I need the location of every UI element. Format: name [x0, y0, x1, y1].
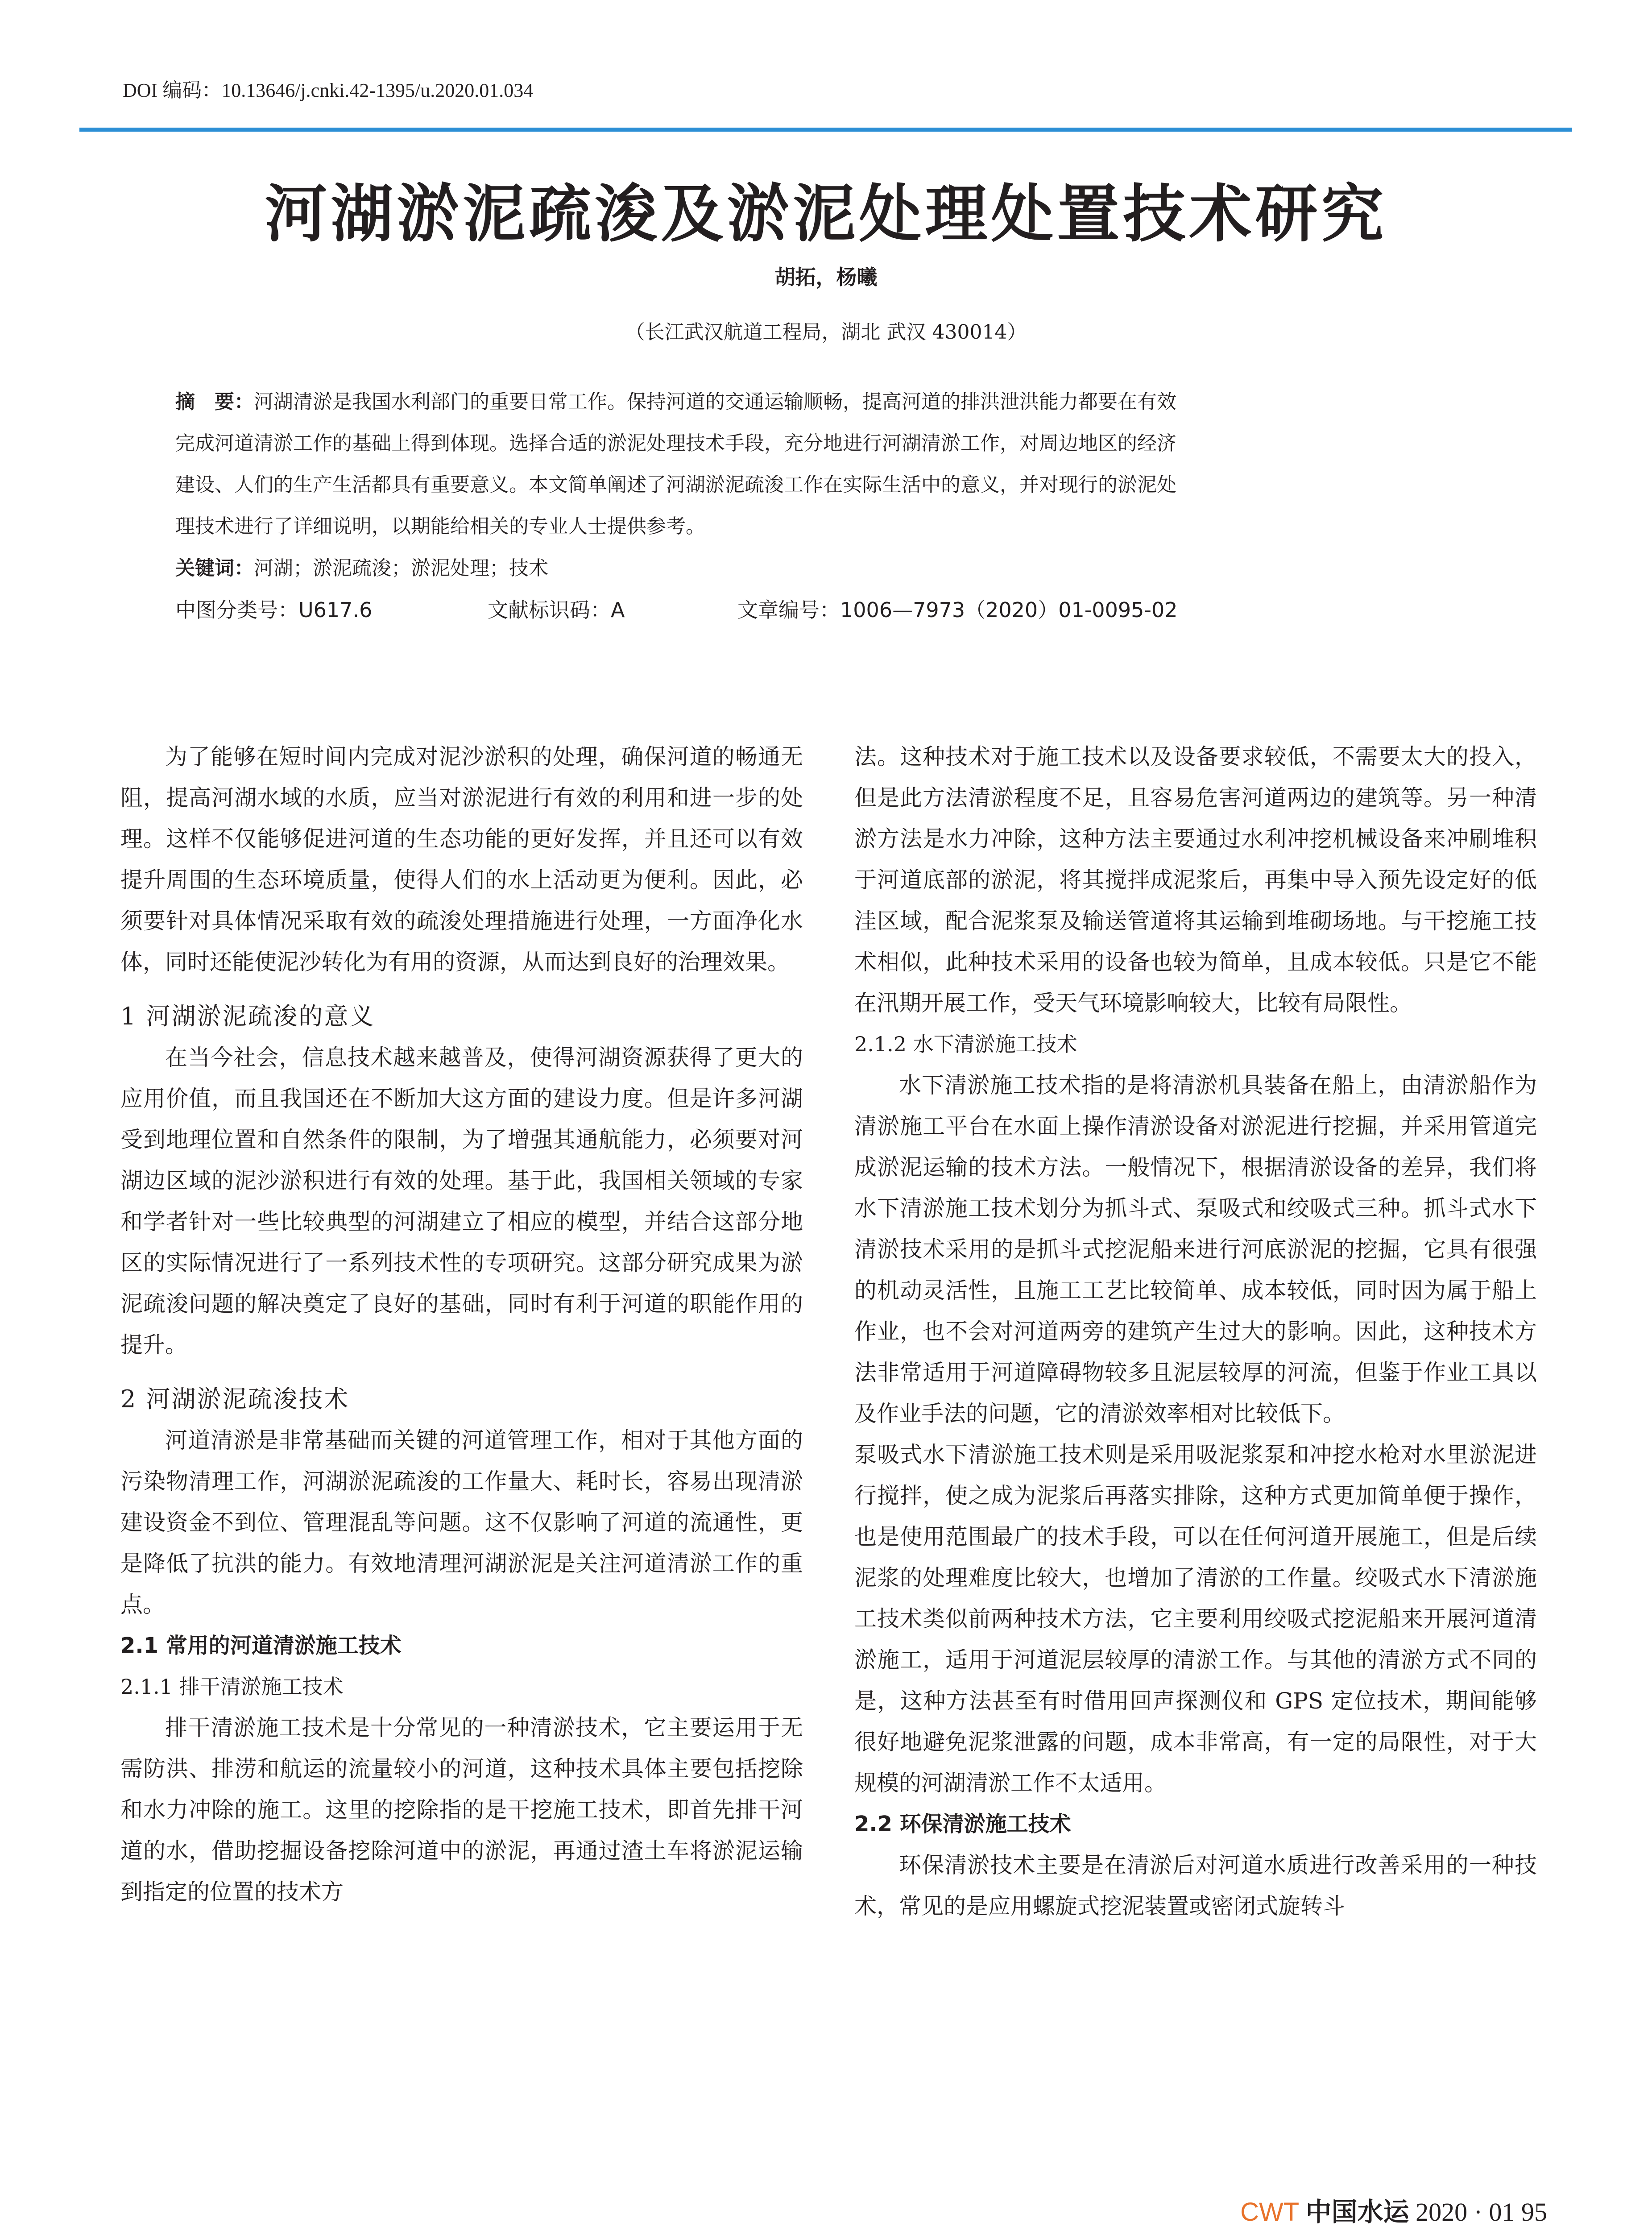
subsection-heading-2-1: 2.1 常用的河道清淤施工技术 — [120, 1633, 402, 1658]
paragraph-continued: 法。这种技术对于施工技术以及设备要求较低，不需要太大的投入，但是此方法清淤程度不足，且容易危害河道两边的建筑等。另一种清淤方法是水力冲除，这种方法主要通过水利冲挖机械设备来冲刷堆积于河道底部的淤泥，将其搅拌成泥浆后，再集中导入预先设定好的低洼区域，配合泥浆泵及输送管道将其运输到堆砌场地。与干挖施工技术相似，此种技术采用的设备也较为简单，且成本较低。只是它不能在汛期开展工作，受天气环境影响较大，比较有局限性。 — [854, 744, 1537, 1016]
subsection-heading-2-2: 2.2 环保清淤施工技术 — [854, 1812, 1071, 1837]
paragraph: 河道清淤是非常基础而关键的河道管理工作，相对于其他方面的污染物清理工作，河湖淤泥疏浚的工作量大、耗时长，容易出现清淤建设资金不到位、管理混乱等问题。这不仅影响了河道的流通性，更是降低了抗洪的能力。有效地清理河湖淤泥是关注河道清淤工作的重点。 — [120, 1427, 803, 1617]
keywords-text: 河湖；淤泥疏浚；淤泥处理；技术 — [254, 557, 548, 580]
abstract-line-2: 完成河道清淤工作的基础上得到体现。选择合适的淤泥处理技术手段，充分地进行河湖清淤工作，对周边地区的经济 — [175, 432, 1176, 455]
magazine-name: 中国水运 — [1305, 2197, 1409, 2227]
clc-number: 中图分类号：U617.6 — [175, 598, 373, 622]
keywords-label: 关键词： — [175, 557, 254, 580]
section-heading-2: 2 河湖淤泥疏浚技术 — [120, 1385, 350, 1413]
classification-line — [175, 594, 1178, 623]
abstract-line-3: 建设、人们的生产生活都具有重要意义。本文简单阐述了河湖淤泥疏浚工作在实际生活中的意义，并对现行的淤泥处 — [175, 473, 1176, 496]
paragraph: 泵吸式水下清淤施工技术则是采用吸泥浆泵和冲挖水枪对水里淤泥进行搅拌，使之成为泥浆后再落实排除，这种方式更加简单便于操作，也是使用范围最广的技术手段，可以在任何河道开展施工，但是后续泥浆的处理难度比较大，也增加了清淤的工作量。绞吸式水下清淤施工技术类似前两种技术方法，它主要利用绞吸式挖泥船来开展河道清淤施工，适用于河道泥层较厚的清淤工作。与其他的清淤方式不同的是，这种方法甚至有时借用回声探测仪和 GPS 定位技术，期间能够很好地避免泥浆泄露的问题，成本非常高，有一定的局限性，对于大规模的河湖清淤工作不太适用。 — [854, 1442, 1537, 1796]
column-left — [120, 736, 803, 1912]
intro-paragraph: 为了能够在短时间内完成对泥沙淤积的处理，确保河道的畅通无阻，提高河湖水域的水质，应当对淤泥进行有效的利用和进一步的处理。这样不仅能够促进河道的生态功能的更好发挥，并且还可以有效提升周围的生态环境质量，使得人们的水上活动更为便利。因此，必须要针对具体情况采取有效的疏浚处理措施进行处理，一方面净化水体，同时还能使泥沙转化为有用的资源，从而达到良好的治理效果。 — [120, 744, 803, 975]
article-number: 文章编号：1006—7973（2020）01-0095-02 — [737, 598, 1178, 622]
header-rule — [79, 128, 1572, 132]
keywords-line — [175, 552, 548, 581]
paragraph: 水下清淤施工技术指的是将清淤机具装备在船上，由清淤船作为清淤施工平台在水面上操作清淤设备对淤泥进行挖掘，并采用管道完成淤泥运输的技术方法。一般情况下，根据清淤设备的差异，我们将水下清淤施工技术划分为抓斗式、泵吸式和绞吸式三种。抓斗式水下清淤技术采用的是抓斗式挖泥船来进行河底淤泥的挖掘，它具有很强的机动灵活性，且施工工艺比较简单、成本较低，同时因为属于船上作业，也不会对河道两旁的建筑产生过大的影响。因此，这种技术方法非常适用于河道障碍物较多且泥层较厚的河流，但鉴于作业工具以及作业手法的问题，它的清淤效率相对比较低下。 — [854, 1072, 1537, 1427]
paragraph: 排干清淤施工技术是十分常见的一种清淤技术，它主要运用于无需防洪、排涝和航运的流量较小的河道，这种技术具体主要包括挖除和水力冲除的施工。这里的挖除指的是干挖施工技术，即首先排干河道的水，借助挖掘设备挖除河道中的淤泥，再通过渣土车将淤泥运输到指定的位置的技术方 — [120, 1715, 803, 1905]
subsubsection-heading-2-1-2: 2.1.2 水下清淤施工技术 — [854, 1032, 1077, 1056]
document-code: 文献标识码：A — [488, 598, 625, 622]
paragraph: 环保清淤技术主要是在清淤后对河道水质进行改善采用的一种技术，常见的是应用螺旋式挖泥装置或密闭式旋转斗 — [854, 1852, 1537, 1919]
subsubsection-heading-2-1-1: 2.1.1 排干清淤施工技术 — [120, 1675, 344, 1699]
doi-line: DOI 编码：10.13646/j.cnki.42-1395/u.2020.01.034 — [123, 79, 534, 101]
authors: 胡拓，杨曦 — [774, 265, 878, 289]
paper-title: 河湖淤泥疏浚及淤泥处理处置技术研究 — [265, 178, 1387, 251]
cwt-logo-text: CWT — [1240, 2198, 1300, 2227]
affiliation: （长江武汉航道工程局，湖北 武汉 430014） — [625, 321, 1027, 344]
issue-number: 2020 · 01 — [1416, 2198, 1515, 2227]
abstract-line-4: 理技术进行了详细说明，以期能给相关的专业人士提供参考。 — [175, 515, 705, 538]
page-footer — [1240, 2191, 1547, 2228]
abstract-line-1: 摘 要：河湖清淤是我国水利部门的重要日常工作。保持河道的交通运输顺畅，提高河道的排洪泄洪能力都要在有效 — [175, 390, 1176, 413]
page-number: 95 — [1521, 2198, 1547, 2227]
section-heading-1: 1 河湖淤泥疏浚的意义 — [120, 1002, 375, 1030]
abstract-label: 摘 要： — [175, 390, 254, 413]
column-right — [854, 736, 1537, 1927]
paragraph: 在当今社会，信息技术越来越普及，使得河湖资源获得了更大的应用价值，而且我国还在不断加大这方面的建设力度。但是许多河湖受到地理位置和自然条件的限制，为了增强其通航能力，必须要对河湖边区域的泥沙淤积进行有效的处理。基于此，我国相关领域的专家和学者针对一些比较典型的河湖建立了相应的模型，并结合这部分地区的实际情况进行了一系列技术性的专项研究。这部分研究成果为淤泥疏浚问题的解决奠定了良好的基础，同时有利于河道的职能作用的提升。 — [120, 1045, 803, 1358]
